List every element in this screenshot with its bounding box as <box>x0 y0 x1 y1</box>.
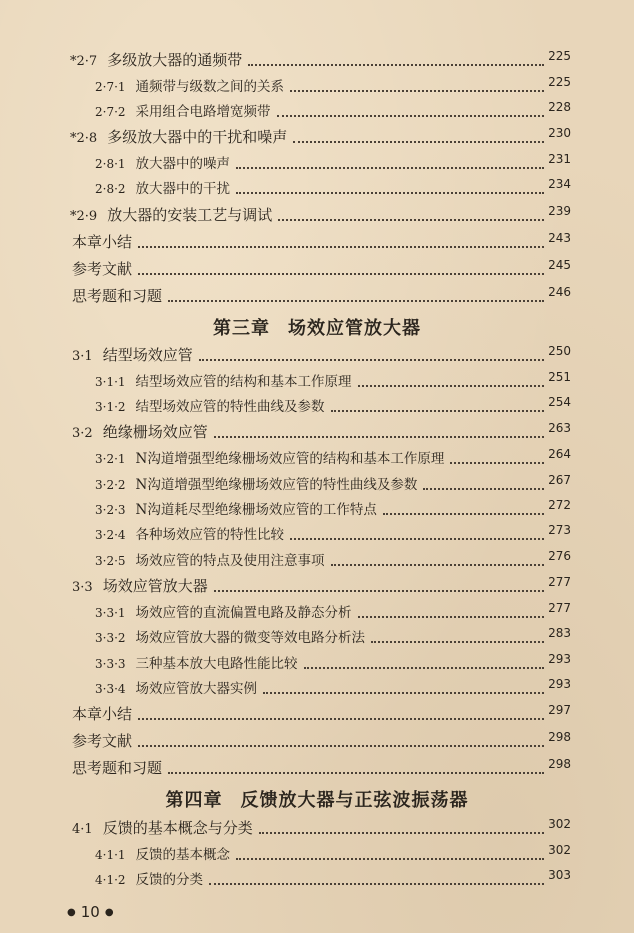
entry-title: 放大器的安装工艺与调试 <box>107 206 273 224</box>
dot-leader <box>263 692 544 694</box>
dot-leader <box>138 246 544 248</box>
entry-number: 3·2·4 <box>95 528 126 542</box>
dot-leader <box>293 141 544 143</box>
toc-entry-2-7[interactable] <box>0 49 634 73</box>
dot-leader <box>236 858 544 860</box>
entry-title: 场效应管的特点及使用注意事项 <box>135 553 325 569</box>
entry-page: 225 <box>548 75 571 89</box>
entry-number: 3·1·1 <box>95 375 126 389</box>
dot-leader <box>331 564 544 566</box>
entry-number: 3·3·4 <box>95 682 126 696</box>
entry-number: 2·7·1 <box>95 80 126 94</box>
toc-entry-3-2-2[interactable] <box>0 473 634 497</box>
toc-entry-2-9[interactable] <box>0 204 634 228</box>
entry-page: 273 <box>548 523 571 537</box>
entry-title: 场效应管的直流偏置电路及静态分析 <box>135 605 352 621</box>
entry-page: 298 <box>548 730 571 744</box>
dot-leader <box>168 772 544 774</box>
dot-leader <box>214 590 544 592</box>
toc-entry-3-2[interactable] <box>0 421 634 445</box>
toc-entry-ch3-references[interactable] <box>0 730 634 754</box>
toc-entry-ch2-summary[interactable] <box>0 231 634 255</box>
bullet-dot-icon: ● <box>104 907 114 918</box>
chapter-3-heading <box>0 314 634 340</box>
entry-page: 272 <box>548 498 571 512</box>
entry-title: 参考文献 <box>72 260 133 278</box>
entry-number: 3·2·5 <box>95 554 126 568</box>
entry-title: 思考题和习题 <box>72 287 163 305</box>
entry-page: 228 <box>548 100 571 114</box>
dot-leader <box>331 410 544 412</box>
dot-leader <box>423 488 544 490</box>
entry-page: 267 <box>548 473 571 487</box>
entry-page: 251 <box>548 370 571 384</box>
dot-leader <box>236 192 544 194</box>
entry-title: N沟道耗尽型绝缘栅场效应管的工作特点 <box>135 502 377 518</box>
entry-page: 277 <box>548 575 571 589</box>
entry-number: 3·2·3 <box>95 503 126 517</box>
entry-number: 3·1 <box>72 349 93 364</box>
entry-number: 3·2·2 <box>95 478 126 492</box>
entry-number: 4·1 <box>72 822 93 837</box>
entry-page: 302 <box>548 817 571 831</box>
entry-page: 277 <box>548 601 571 615</box>
entry-number: 3·1·2 <box>95 400 126 414</box>
dot-leader <box>138 273 544 275</box>
chapter-label: 第四章 <box>165 790 223 811</box>
entry-page: 239 <box>548 204 571 218</box>
toc-entry-2-8-2[interactable] <box>0 177 634 201</box>
dot-leader <box>214 436 544 438</box>
dot-leader <box>358 616 544 618</box>
toc-entry-3-1-1[interactable] <box>0 370 634 394</box>
toc-entry-2-7-2[interactable] <box>0 100 634 124</box>
entry-page: 231 <box>548 152 571 166</box>
toc-entry-ch3-exercises[interactable] <box>0 757 634 781</box>
entry-title: N沟道增强型绝缘栅场效应管的特性曲线及参数 <box>135 477 418 493</box>
toc-entry-3-3-3[interactable] <box>0 652 634 676</box>
entry-number: *2·7 <box>70 54 98 69</box>
entry-number: 3·3·2 <box>95 631 126 645</box>
entry-page: 254 <box>548 395 571 409</box>
dot-leader <box>358 385 544 387</box>
entry-title: N沟道增强型绝缘栅场效应管的结构和基本工作原理 <box>135 451 445 467</box>
entry-title: 结型场效应管 <box>102 346 193 364</box>
entry-title: 放大器中的干扰 <box>135 181 231 197</box>
entry-page: 293 <box>548 652 571 666</box>
entry-page: 276 <box>548 549 571 563</box>
entry-page: 264 <box>548 447 571 461</box>
dot-leader <box>248 64 544 66</box>
toc-entry-3-3-4[interactable] <box>0 677 634 701</box>
dot-leader <box>277 115 544 117</box>
entry-page: 250 <box>548 344 571 358</box>
page-number-value: 10 <box>80 903 100 921</box>
entry-page: 246 <box>548 285 571 299</box>
entry-title: 多级放大器中的干扰和噪声 <box>107 128 288 146</box>
toc-entry-3-3-2[interactable] <box>0 626 634 650</box>
dot-leader <box>371 641 544 643</box>
dot-leader <box>199 359 544 361</box>
entry-number: 4·1·2 <box>95 873 126 887</box>
entry-title: 场效应管放大器 <box>102 577 208 595</box>
dot-leader <box>304 667 544 669</box>
entry-number: 3·2 <box>72 426 93 441</box>
entry-number: 3·3·1 <box>95 606 126 620</box>
entry-number: 3·3·3 <box>95 657 126 671</box>
page-number <box>62 903 119 921</box>
entry-page: 243 <box>548 231 571 245</box>
entry-title: 三种基本放大电路性能比较 <box>135 656 298 672</box>
toc-entry-2-8[interactable] <box>0 126 634 150</box>
chapter-title: 场效应管放大器 <box>288 318 421 339</box>
entry-title: 本章小结 <box>72 233 133 251</box>
chapter-4-heading <box>0 786 634 812</box>
toc-entry-3-1[interactable] <box>0 344 634 368</box>
entry-page: 245 <box>548 258 571 272</box>
entry-title: 反馈的分类 <box>135 872 204 888</box>
entry-number: 2·8·1 <box>95 157 126 171</box>
entry-page: 225 <box>548 49 571 63</box>
entry-number: *2·9 <box>70 209 98 224</box>
dot-leader <box>236 167 544 169</box>
toc-entry-3-2-5[interactable] <box>0 549 634 573</box>
entry-number: 2·7·2 <box>95 105 126 119</box>
entry-number: 3·3 <box>72 580 93 595</box>
entry-title: 通频带与级数之间的关系 <box>135 79 285 95</box>
chapter-title: 反馈放大器与正弦波振荡器 <box>240 790 469 811</box>
toc-entry-3-3-1[interactable] <box>0 601 634 625</box>
entry-number: 3·2·1 <box>95 452 126 466</box>
dot-leader <box>278 219 544 221</box>
entry-page: 298 <box>548 757 571 771</box>
entry-number: *2·8 <box>70 131 98 146</box>
toc-entry-4-1[interactable] <box>0 817 634 841</box>
entry-title: 绝缘栅场效应管 <box>102 423 208 441</box>
dot-leader <box>383 513 544 515</box>
toc-entry-3-1-2[interactable] <box>0 395 634 419</box>
entry-page: 293 <box>548 677 571 691</box>
entry-title: 反馈的基本概念 <box>135 847 231 863</box>
entry-title: 放大器中的噪声 <box>135 156 231 172</box>
dot-leader <box>290 90 544 92</box>
entry-page: 283 <box>548 626 571 640</box>
entry-page: 303 <box>548 868 571 882</box>
dot-leader <box>138 718 544 720</box>
toc-entry-4-1-1[interactable] <box>0 843 634 867</box>
dot-leader <box>138 745 544 747</box>
entry-number: 4·1·1 <box>95 848 126 862</box>
toc-entry-2-8-1[interactable] <box>0 152 634 176</box>
toc-entry-2-7-1[interactable] <box>0 75 634 99</box>
entry-page: 297 <box>548 703 571 717</box>
toc-entry-ch2-references[interactable] <box>0 258 634 282</box>
toc-entry-4-1-2[interactable] <box>0 868 634 892</box>
dot-leader <box>259 832 544 834</box>
chapter-label: 第三章 <box>213 318 270 339</box>
toc-entry-3-2-4[interactable] <box>0 523 634 547</box>
dot-leader <box>209 883 544 885</box>
entry-title: 多级放大器的通频带 <box>107 51 243 69</box>
entry-title: 各种场效应管的特性比较 <box>135 527 285 543</box>
entry-title: 思考题和习题 <box>72 759 163 777</box>
entry-title: 本章小结 <box>72 705 133 723</box>
entry-title: 结型场效应管的特性曲线及参数 <box>135 399 325 415</box>
entry-title: 场效应管放大器实例 <box>135 681 258 697</box>
entry-title: 场效应管放大器的微变等效电路分析法 <box>135 630 366 646</box>
entry-number: 2·8·2 <box>95 182 126 196</box>
toc-entry-ch2-exercises[interactable] <box>0 285 634 309</box>
dot-leader <box>290 538 544 540</box>
entry-title: 采用组合电路增宽频带 <box>135 104 271 120</box>
entry-page: 234 <box>548 177 571 191</box>
entry-page: 302 <box>548 843 571 857</box>
toc-entry-3-2-1[interactable] <box>0 447 634 471</box>
entry-title: 参考文献 <box>72 732 133 750</box>
toc-entry-ch3-summary[interactable] <box>0 703 634 727</box>
dot-leader <box>450 462 544 464</box>
toc-entry-3-3[interactable] <box>0 575 634 599</box>
toc-entry-3-2-3[interactable] <box>0 498 634 522</box>
entry-page: 230 <box>548 126 571 140</box>
entry-page: 263 <box>548 421 571 435</box>
dot-leader <box>168 300 544 302</box>
entry-title: 结型场效应管的结构和基本工作原理 <box>135 374 352 390</box>
entry-title: 反馈的基本概念与分类 <box>102 819 253 837</box>
bullet-dot-icon: ● <box>67 907 76 918</box>
